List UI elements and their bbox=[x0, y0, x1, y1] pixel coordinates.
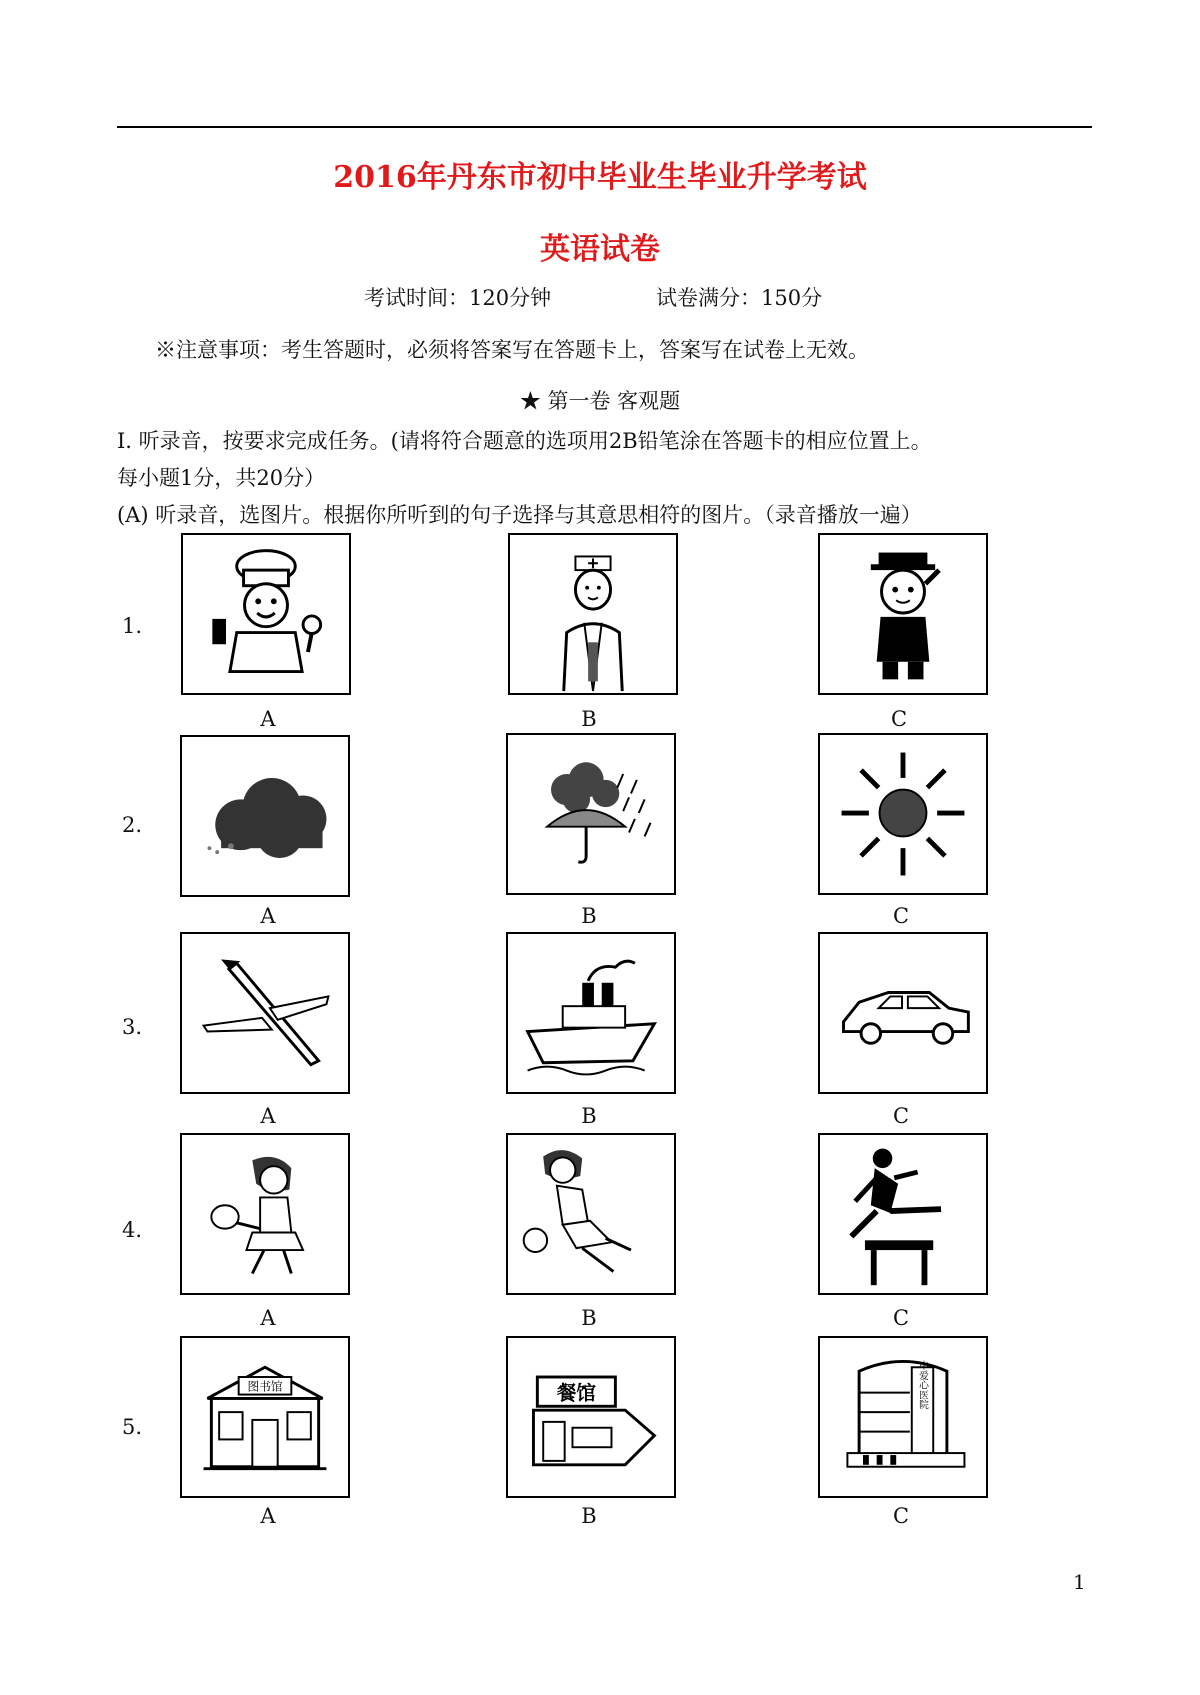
exam-title: 2016年丹东市初中毕业生毕业升学考试 bbox=[333, 160, 867, 195]
option-label: C bbox=[890, 707, 908, 731]
question-number: 2. bbox=[122, 813, 143, 837]
option-label: A bbox=[260, 1504, 276, 1528]
library-sign: 图书馆 bbox=[247, 1379, 283, 1394]
option-label: A bbox=[260, 904, 276, 928]
option-picture bbox=[818, 1336, 988, 1498]
option-label: B bbox=[581, 904, 597, 928]
option-picture bbox=[506, 733, 676, 895]
option-label: C bbox=[892, 904, 910, 928]
exam-time: 考试时间：120分钟 bbox=[364, 286, 552, 310]
car-icon bbox=[820, 934, 986, 1092]
option-label: A bbox=[260, 1104, 276, 1128]
option-label: A bbox=[260, 1306, 276, 1330]
option-picture bbox=[506, 932, 676, 1094]
tennis-player-icon bbox=[182, 1135, 348, 1293]
option-picture bbox=[818, 1133, 988, 1295]
hospital-sign: 中爱心医院 bbox=[917, 1360, 929, 1410]
question-number: 3. bbox=[122, 1015, 143, 1039]
ship-icon bbox=[508, 934, 674, 1092]
option-picture bbox=[508, 533, 678, 695]
page-number: 1 bbox=[1073, 1570, 1086, 1594]
question-number: 5. bbox=[122, 1415, 143, 1439]
option-picture bbox=[180, 735, 350, 897]
sun-icon bbox=[820, 735, 986, 893]
part1-score: 每小题1分，共20分） bbox=[117, 466, 326, 490]
option-picture bbox=[818, 932, 988, 1094]
part-a-instruction: (A) 听录音，选图片。根据你所听到的句子选择与其意思相符的图片。（录音播放一遍） bbox=[117, 503, 922, 527]
question-number: 4. bbox=[122, 1218, 143, 1242]
chef-icon bbox=[183, 535, 349, 693]
option-picture bbox=[180, 932, 350, 1094]
exam-subtitle: 英语试卷 bbox=[540, 232, 660, 267]
question-number: 1. bbox=[122, 614, 143, 638]
option-label: B bbox=[581, 1306, 597, 1330]
police-officer-icon bbox=[820, 535, 986, 693]
nurse-icon bbox=[510, 535, 676, 693]
library-icon bbox=[182, 1338, 348, 1496]
volleyball-player-icon bbox=[508, 1135, 674, 1293]
restaurant-icon bbox=[508, 1338, 674, 1496]
option-label: B bbox=[581, 1104, 597, 1128]
full-score: 试卷满分：150分 bbox=[656, 286, 823, 310]
option-picture bbox=[506, 1133, 676, 1295]
option-label: B bbox=[581, 707, 597, 731]
option-picture bbox=[180, 1336, 350, 1498]
option-label: C bbox=[892, 1306, 910, 1330]
restaurant-sign: 餐馆 bbox=[556, 1381, 596, 1405]
part1-instruction: Ⅰ. 听录音，按要求完成任务。(请将符合题意的选项用2B铅笔涂在答题卡的相应位置上。 bbox=[117, 429, 932, 453]
top-rule bbox=[117, 126, 1092, 128]
option-picture bbox=[818, 533, 988, 695]
option-picture bbox=[506, 1336, 676, 1498]
rainy-umbrella-icon bbox=[508, 735, 674, 893]
hospital-icon bbox=[820, 1338, 986, 1496]
airplane-icon bbox=[182, 934, 348, 1092]
option-label: C bbox=[892, 1504, 910, 1528]
section-title: ★ 第一卷 客观题 bbox=[519, 389, 681, 413]
option-picture bbox=[180, 1133, 350, 1295]
option-label: C bbox=[892, 1104, 910, 1128]
cloudy-icon bbox=[182, 737, 348, 895]
option-picture bbox=[818, 733, 988, 895]
option-label: A bbox=[260, 707, 276, 731]
hurdler-icon bbox=[820, 1135, 986, 1293]
option-label: B bbox=[581, 1504, 597, 1528]
option-picture bbox=[181, 533, 351, 695]
notice: ※注意事项：考生答题时，必须将答案写在答题卡上，答案写在试卷上无效。 bbox=[155, 338, 869, 362]
